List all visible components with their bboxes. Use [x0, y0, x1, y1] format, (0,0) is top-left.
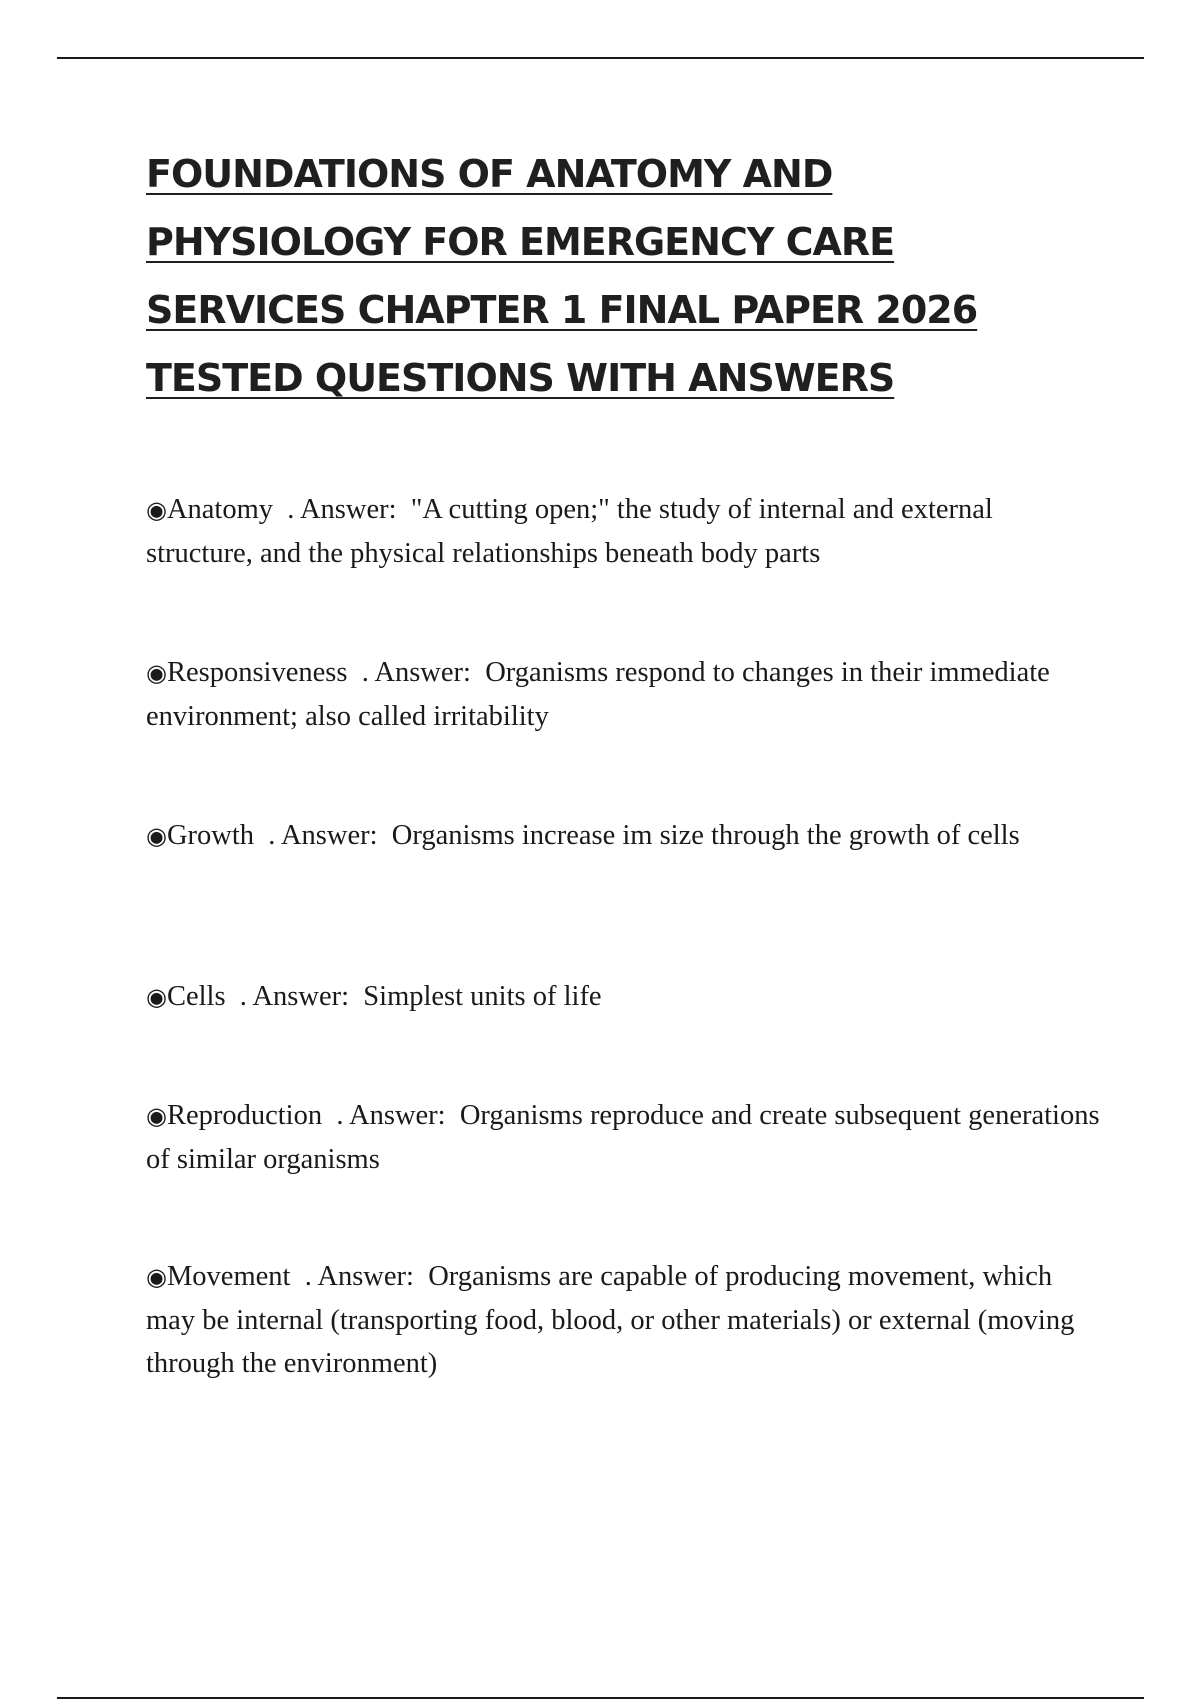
answer-text: Organisms reproduce and create subsequent generations of similar organisms: [146, 1100, 1100, 1175]
question-item: [146, 1255, 1106, 1385]
top-rule: [57, 57, 1144, 59]
answer-text: Organisms respond to changes in their immediate environment; also called irritability: [146, 657, 1050, 732]
title-line: FOUNDATIONS OF ANATOMY AND: [146, 152, 833, 196]
question-item: [146, 975, 1106, 1019]
radio-bullet-icon: ◉: [146, 496, 167, 524]
title-line: SERVICES CHAPTER 1 FINAL PAPER 2026: [146, 288, 978, 332]
question-term: Anatomy: [166, 494, 274, 525]
radio-bullet-icon: ◉: [146, 659, 167, 687]
question-item: [146, 1094, 1106, 1181]
answer-text: Organisms increase im size through the growth of cells: [391, 820, 1020, 851]
title-line: TESTED QUESTIONS WITH ANSWERS: [146, 356, 895, 400]
answer-label: . Answer:: [361, 657, 471, 688]
answer-text: "A cutting open;" the study of internal and external structure, and the physical relationships beneath body parts: [146, 494, 993, 569]
radio-bullet-icon: ◉: [146, 1263, 167, 1291]
answer-label: . Answer:: [287, 494, 397, 525]
question-term: Movement: [166, 1261, 291, 1292]
answer-text: Organisms are capable of producing movement, which may be internal (transporting food, blood, or other materials) or external (moving through the environment): [146, 1261, 1075, 1379]
answer-label: . Answer:: [239, 981, 350, 1012]
answer-label: . Answer:: [268, 820, 378, 851]
question-item: [146, 651, 1106, 738]
answer-text: Simplest units of life: [363, 981, 602, 1012]
title-line: PHYSIOLOGY FOR EMERGENCY CARE: [146, 220, 895, 264]
radio-bullet-icon: ◉: [146, 822, 167, 850]
question-item: [146, 488, 1106, 575]
document-title: [146, 140, 1106, 412]
radio-bullet-icon: ◉: [146, 1102, 167, 1130]
question-term: Responsiveness: [166, 657, 348, 688]
question-term: Growth: [166, 820, 255, 851]
answer-label: . Answer:: [304, 1261, 414, 1292]
bottom-rule: [57, 1697, 1144, 1699]
question-term: Reproduction: [166, 1100, 323, 1131]
question-term: Cells: [166, 981, 226, 1012]
radio-bullet-icon: ◉: [146, 983, 167, 1011]
question-item: [146, 814, 1106, 858]
answer-label: . Answer:: [336, 1100, 446, 1131]
